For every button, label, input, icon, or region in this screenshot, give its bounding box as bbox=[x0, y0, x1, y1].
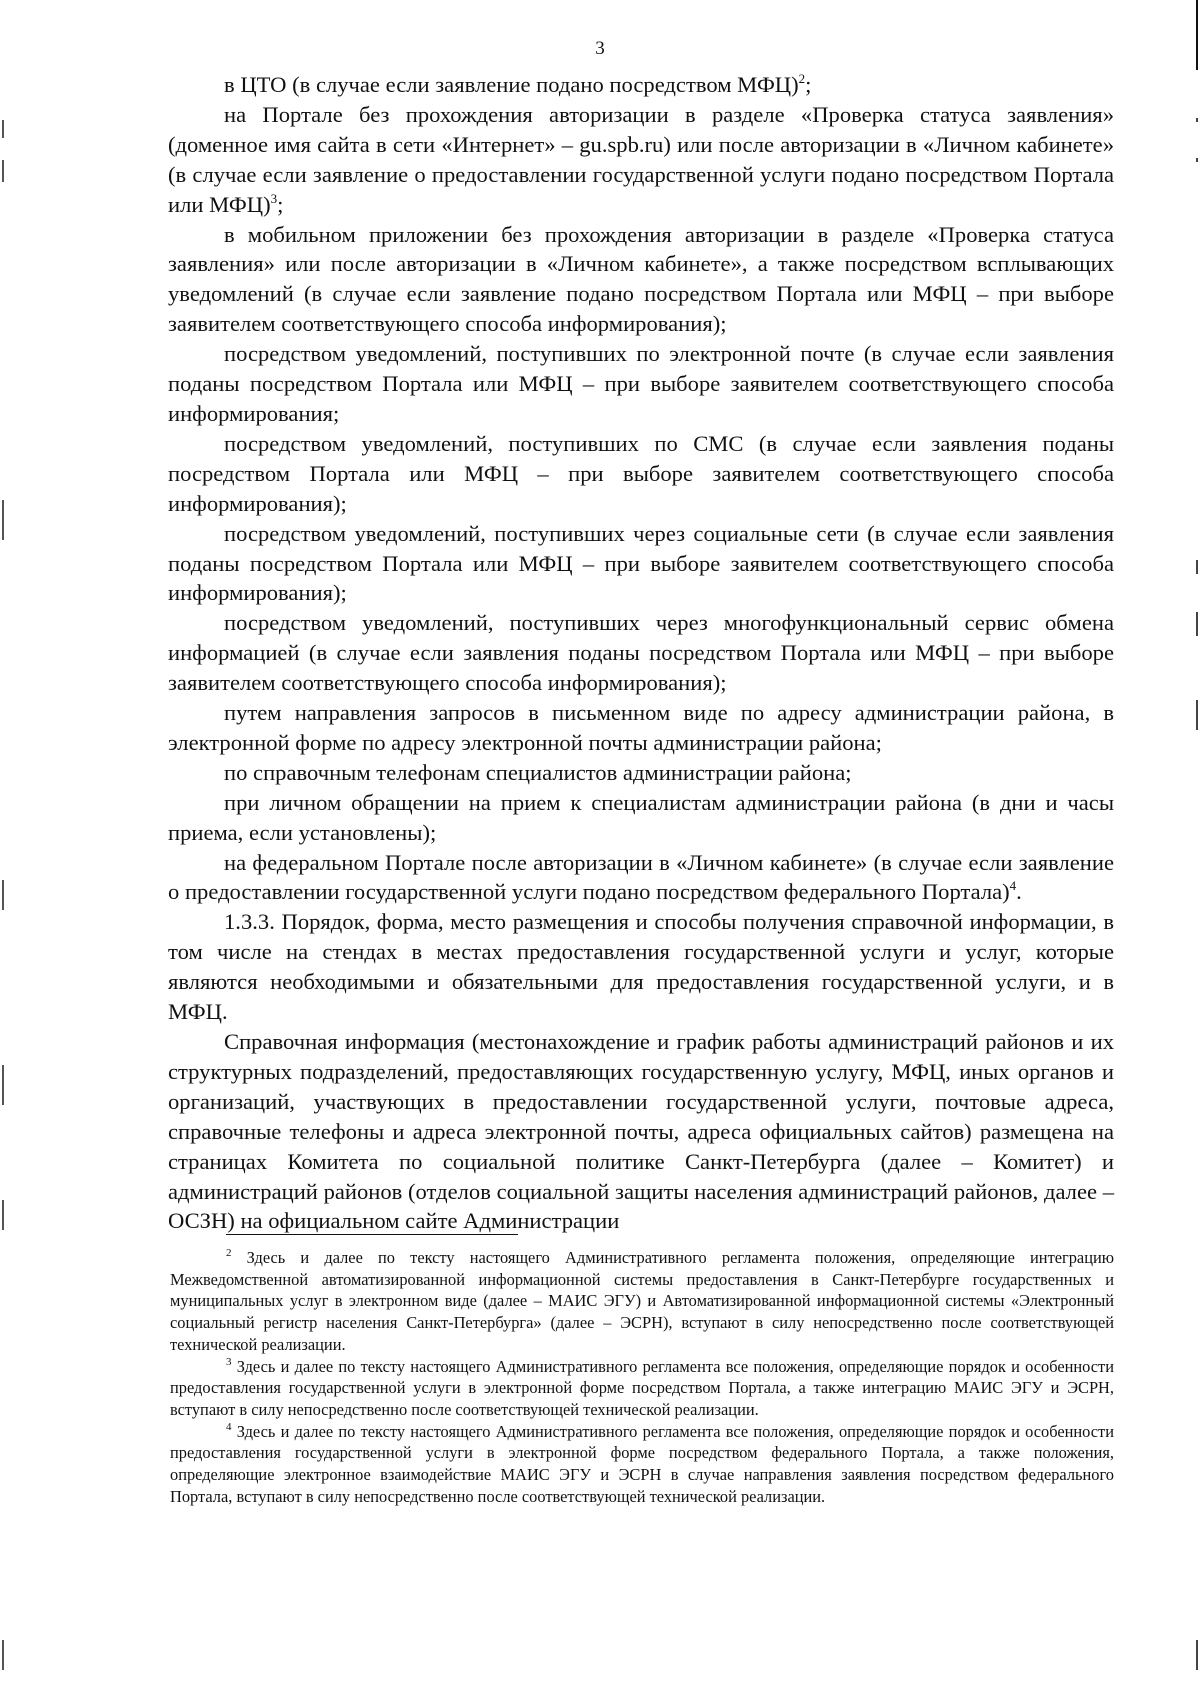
paragraph bbox=[168, 848, 1114, 908]
footnote-ref: 4 bbox=[1009, 878, 1017, 894]
scan-edge-mark bbox=[2, 880, 4, 910]
paragraph bbox=[168, 70, 1114, 100]
section-paragraph bbox=[168, 907, 1114, 1027]
paragraph bbox=[168, 1027, 1114, 1236]
paragraph bbox=[168, 519, 1114, 609]
scan-edge-mark bbox=[1196, 158, 1198, 162]
scan-edge-mark bbox=[1196, 700, 1198, 730]
scan-edge-mark bbox=[2, 120, 4, 138]
scan-edge-mark bbox=[1196, 612, 1198, 636]
paragraph-text: посредством уведомлений, поступивших по СМС (в случае если заявления поданы посредством Портала или МФЦ – при выборе заявителем соответствующего способа информирования); bbox=[168, 430, 1114, 516]
footnotes bbox=[170, 1247, 1114, 1507]
paragraph-text: путем направления запросов в письменном виде по адресу администрации района, в электронной форме по адресу электронной почты администрации района; bbox=[168, 700, 1114, 755]
paragraph bbox=[168, 608, 1114, 698]
paragraph bbox=[168, 100, 1114, 220]
scan-edge-mark bbox=[2, 160, 4, 182]
paragraph bbox=[168, 758, 1114, 788]
footnote-mark: 4 bbox=[226, 1420, 232, 1433]
footnote-text: Здесь и далее по тексту настоящего Административного регламента положения, определяющие интеграцию Межведомственной автоматизированной информационной системы предоставления в Санкт-Петербурге государственных и муниципальных услуг в электронном виде (далее – МАИС ЭГУ) и Автоматизированной информационной системы «Электронный социальный регистр населения Санкт-Петербурга» (далее – ЭСРН), вступают в силу непосредственно после соответствующей технической реализации. bbox=[170, 1248, 1114, 1354]
paragraph-text: посредством уведомлений, поступивших через многофункциональный сервис обмена информацией (в случае если заявления поданы посредством Портала или МФЦ – при выборе заявителем соответствующего способа информирования); bbox=[168, 610, 1114, 696]
paragraph-text: посредством уведомлений, поступивших по электронной почте (в случае если заявления поданы посредством Портала или МФЦ – при выборе заявителем соответствующего способа информирования; bbox=[168, 341, 1114, 426]
paragraph-text: по справочным телефонам специалистов администрации района; bbox=[224, 759, 852, 785]
footnote bbox=[170, 1356, 1114, 1421]
paragraph-text: при личном обращении на прием к специалистам администрации района (в дни и часы приема, если установлены); bbox=[168, 789, 1114, 845]
scan-edge-mark bbox=[2, 1640, 4, 1670]
scan-edge-mark bbox=[1196, 0, 1198, 70]
page-number: 3 bbox=[595, 38, 605, 59]
footnote-text: Здесь и далее по тексту настоящего Административного регламента все положения, определяющие порядок и особенности предоставления государственной услуги в электронной форме посредством Портала, а также интеграцию МАИС ЭГУ и ЭСРН, вступают в силу непосредственно после соответствующей технической реализации. bbox=[170, 1356, 1114, 1419]
paragraph-text: 1.3.3. Порядок, форма, место размещения и способы получения справочной информации, в том числе на стендах в местах предоставления государственной услуги и услуг, которые являются необходимыми и обязательными для предоставления государственной услуги, и в МФЦ. bbox=[168, 909, 1114, 1025]
scan-edge-mark bbox=[2, 1200, 4, 1230]
footnote bbox=[170, 1247, 1114, 1356]
footnote-mark: 3 bbox=[226, 1355, 232, 1368]
paragraph-tail: ; bbox=[805, 72, 812, 97]
paragraph-text: на федеральном Портале после авторизации в «Личном кабинете» (в случае если заявление о предоставлении государственной услуги подано посредством федерального Портала) bbox=[168, 849, 1114, 905]
footnote-separator bbox=[226, 1234, 518, 1235]
footnote-text: Здесь и далее по тексту настоящего Административного регламента все положения, определяющие порядок и особенности предоставления государственной услуги в электронной форме посредством федерального Портала, а также положения, определяющие электронное взаимодействие МАИС ЭГУ и ЭСРН в случае направления заявления посредством федерального Портала, вступают в силу непосредственно после соответствующей технической реализации. bbox=[170, 1421, 1114, 1506]
document-body bbox=[168, 70, 1114, 1236]
scan-edge-mark bbox=[2, 500, 4, 540]
footnote bbox=[170, 1421, 1114, 1508]
paragraph-text: Справочная информация (местонахождение и график работы администраций районов и их структурных подразделений, предоставляющих государственную услугу, МФЦ, иных органов и организаций, участвующих в предоставлении государственной услуги, почтовые адреса, справочные телефоны и адреса электронной почты, адреса официальных сайтов) размещена на страницах Комитета по социальной политике Санкт-Петербурга (далее – Комитет) и администраций районов (отделов социальной защиты населения администраций районов, далее – ОСЗН) на официальном сайте Администрации bbox=[168, 1029, 1114, 1234]
scan-edge-mark bbox=[1196, 1640, 1198, 1670]
paragraph-text: посредством уведомлений, поступивших через социальные сети (в случае если заявления поданы посредством Портала или МФЦ – при выборе заявителем соответствующего способа информирования); bbox=[168, 520, 1114, 606]
paragraph-tail: ; bbox=[277, 191, 284, 217]
paragraph-text: в мобильном приложении без прохождения авторизации в разделе «Проверка статуса заявления» или после авторизации в «Личном кабинете», а также посредством всплывающих уведомлений (в случае если заявление подано посредством Портала или МФЦ – при выборе заявителем соответствующего способа информирования); bbox=[168, 221, 1114, 337]
paragraph bbox=[168, 429, 1114, 519]
paragraph bbox=[168, 788, 1114, 848]
paragraph-tail: . bbox=[1016, 879, 1022, 905]
scan-edge-mark bbox=[1196, 560, 1198, 574]
paragraph bbox=[168, 698, 1114, 758]
footnote-ref: 2 bbox=[798, 71, 806, 86]
footnote-ref: 3 bbox=[270, 190, 278, 206]
paragraph bbox=[168, 220, 1114, 340]
paragraph-text: на Портале без прохождения авторизации в разделе «Проверка статуса заявления» (доменное имя сайта в сети «Интернет» – gu.spb.ru) или после авторизации в «Личном кабинете» (в случае если заявление о предоставлении государственной услуги подано посредством Портала или МФЦ) bbox=[168, 101, 1114, 217]
scan-edge-mark bbox=[1196, 118, 1198, 122]
footnote-mark: 2 bbox=[226, 1247, 232, 1259]
paragraph bbox=[168, 339, 1114, 429]
paragraph-text: в ЦТО (в случае если заявление подано посредством МФЦ) bbox=[224, 72, 799, 97]
scan-edge-mark bbox=[2, 1065, 4, 1105]
